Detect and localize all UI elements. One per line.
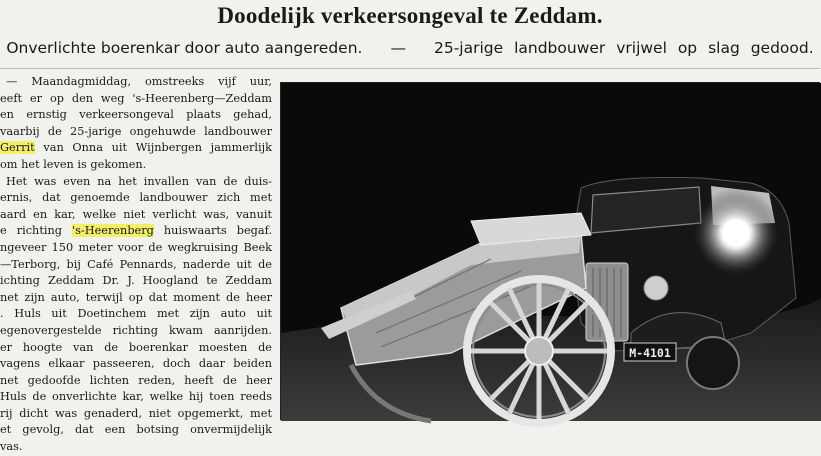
body-line: et gevolg, dat een botsing onvermijdelijk: [0, 423, 272, 437]
body-line: eeft er op den weg 's-Heerenberg—Zeddam: [0, 91, 272, 105]
body-line: Huls de onverlichte kar, welke hij toen reeds: [0, 390, 272, 404]
body-line: —Terborg, bij Café Pennards, naderde uit de: [0, 257, 272, 271]
body-line: ernis, dat genoemde landbouwer zich met: [0, 191, 272, 205]
body-line-rest: van Onna uit Wijnbergen jammerlijk: [43, 141, 273, 155]
body-line: en ernstig verkeersongeval plaats gehad,: [0, 108, 272, 122]
subhead-left: Onverlichte boerenkar door auto aangereden.: [6, 39, 363, 57]
article-body: [0, 74, 273, 454]
body-line: er hoogte van de boerenkar moesten de: [0, 340, 272, 354]
highlight-place: 's-Heerenberg: [72, 224, 154, 238]
body-line: [0, 223, 272, 240]
header-rule: [0, 68, 820, 69]
body-line: ngeveer 150 meter voor de wegkruising Beek: [0, 240, 272, 254]
article-subhead: [0, 39, 820, 57]
body-line: — Maandagmiddag, omstreeks vijf uur,: [6, 75, 272, 88]
body-line: om het leven is gekomen.: [0, 157, 147, 171]
accident-photo: [280, 82, 820, 420]
body-line: net zijn auto, terwijl op dat moment de heer: [0, 290, 272, 304]
subhead-right: 25-jarige landbouwer vrijwel op slag gedood.: [433, 39, 814, 57]
body-line: Het was even na het invallen van de duis-: [6, 174, 272, 188]
body-line-start: e richting: [0, 224, 62, 238]
body-line: net gedoofde lichten reden, heeft de heer: [0, 373, 272, 387]
body-line: . Huls uit Doetinchem met zijn auto uit: [0, 307, 272, 321]
body-line: aard en kar, welke niet verlicht was, vanuit: [0, 207, 272, 221]
highlight-name: Gerrit: [0, 141, 35, 155]
photo-illustration: [281, 83, 821, 421]
body-line: ichting Zeddam Dr. J. Hoogland te Zeddam: [0, 274, 272, 288]
license-plate: M-4101: [629, 346, 671, 360]
body-line: rij dicht was genaderd, niet opgemerkt, met: [0, 406, 272, 420]
body-line-end: huiswaarts begaf.: [163, 224, 273, 238]
body-line: egenovergestelde richting kwam aanrijden.: [0, 323, 272, 337]
subhead-dash: —: [390, 39, 406, 57]
body-line: vaarbij de 25-jarige ongehuwde landbouwer: [0, 124, 272, 138]
body-line: [0, 140, 272, 157]
body-line: vas.: [0, 440, 23, 454]
body-line: vagens elkaar passeeren, doch daar beiden: [0, 357, 272, 371]
article-headline: Doodelijk verkeersongeval te Zeddam.: [217, 3, 603, 28]
